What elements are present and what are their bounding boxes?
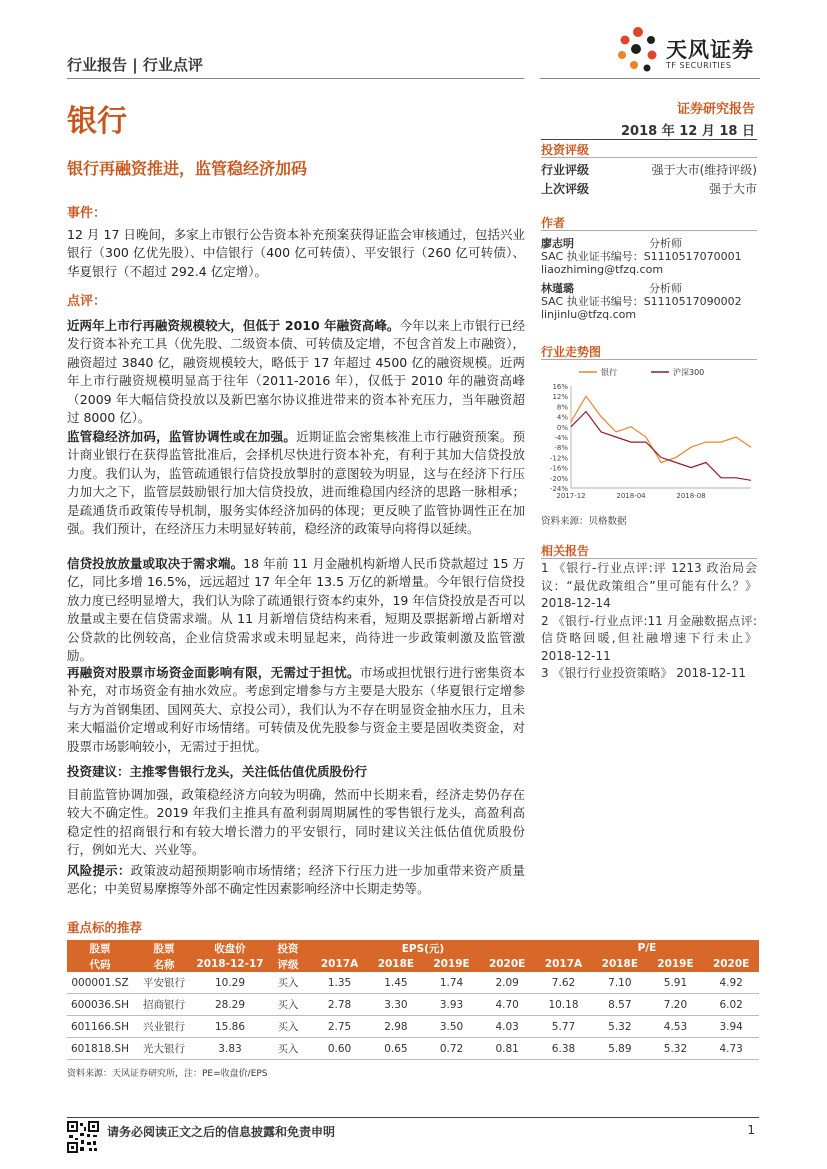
- rating-row: [541, 161, 757, 178]
- related-report-link[interactable]: 1 《银行-行业点评:评 1213 政治局会议：“最优政策组合”里可能有什么？》 2018-12-14: [541, 561, 757, 610]
- table-cell: 买入: [265, 972, 311, 994]
- table-row: [67, 1016, 759, 1038]
- paragraph-3-text: 18 年前 11 月金融机构新增人民币贷款超过 15 万亿，同比多增 16.5%，远远超过 17 年全年 13.5 万亿的新增量。今年银行信贷投放力度已经明显增大，我们认为除了疏通银行资本约束外，19 年信贷投放是否可以放量或主要在信贷需求端。从 11 月新增信贷结构来看，短期及票据新增占新增对公贷款的比例较高，企业信贷需求或未明显起来，尚待进一步政策刺激及监管激励。: [67, 556, 525, 664]
- table-header-row: [67, 956, 759, 972]
- paragraph-2-lead: 监管稳经济加码，监管协调性或在加强。: [67, 429, 297, 444]
- industry-trend-chart: [541, 364, 757, 504]
- author-email[interactable]: linjinlu@tfzq.com: [541, 308, 637, 321]
- authors-rule: [541, 230, 757, 231]
- table-row: [67, 994, 759, 1016]
- related-report-link[interactable]: 2 《银行-行业点评:11 月金融数据点评:信贷略回暖,但社融增速下行未止》 2018-12-11: [541, 613, 757, 663]
- logo-subtitle: TF SECURITIES: [666, 61, 732, 70]
- advice-title: 投资建议：主推零售银行龙头，关注低估值优质股份行: [67, 764, 368, 779]
- comment-title: 点评：: [67, 294, 107, 309]
- company-logo: [612, 22, 664, 74]
- table-cell: 000001.SZ: [67, 972, 133, 994]
- rating-label: 行业评级: [541, 163, 590, 177]
- table-cell: 5.91: [648, 972, 704, 994]
- table-cell: 3.93: [424, 994, 480, 1016]
- column-header: 2017A: [535, 956, 592, 972]
- author-name: 廖志明: [541, 237, 574, 250]
- column-header: 2020E: [479, 956, 535, 972]
- column-header: 股票: [133, 940, 195, 956]
- paragraph-1-lead: 近两年上市行再融资规模较大，但低于 2010 年融资高峰。: [67, 318, 400, 333]
- rating-row: [541, 180, 757, 197]
- table-cell: 0.72: [424, 1038, 480, 1060]
- table-cell: 3.30: [368, 994, 424, 1016]
- page-title: 银行再融资推进，监管稳经济加码: [67, 159, 308, 178]
- table-header-row: [67, 940, 759, 956]
- y-tick-label: -20%: [549, 474, 568, 483]
- table-cell: 2.09: [479, 972, 535, 994]
- paragraph-1-text: 今年以来上市银行已经发行资本补充工具（优先股、二级资本债、可转债及定增，不包含首发上市融资），融资超过 3840 亿，融资规模较大，略低于 17 年超过 4500 亿的融资规模。近两年上市行融资规模明显高于往年（2011-2016 年），仅低于 2010 年的融资高峰（2009 年大幅信贷投放以及新巴塞尔协议推进带来的资本补充压力，当年融资超过 8000 亿）。: [67, 318, 525, 426]
- paragraph-3-lead: 信贷投放放量或取决于需求端。: [67, 556, 244, 571]
- table-cell: 5.89: [592, 1038, 648, 1060]
- column-header: 名称: [133, 956, 195, 972]
- column-header: 2018E: [592, 956, 648, 972]
- author-name: 林瑾璐: [541, 282, 574, 295]
- table-cell: 3.50: [424, 1016, 480, 1038]
- y-tick-label: -4%: [554, 434, 568, 442]
- series-line-bank: [571, 396, 751, 462]
- risk-lead: 风险提示：: [67, 863, 131, 878]
- breadcrumb: 行业报告 | 行业点评: [67, 56, 203, 74]
- column-header: P/E: [535, 940, 759, 956]
- table-cell: 3.83: [195, 1038, 265, 1060]
- table-cell: 4.53: [648, 1016, 704, 1038]
- trend-section-title: 行业走势图: [541, 345, 602, 359]
- legend-label: 沪深300: [673, 368, 705, 377]
- report-date: 2018 年 12 月 18 日: [621, 124, 755, 139]
- stocks-title: 重点标的推荐: [67, 920, 143, 935]
- table-cell: 4.03: [479, 1016, 535, 1038]
- paragraph-4-lead: 再融资对股票市场资金面影响有限，无需过于担忧。: [67, 665, 360, 680]
- table-cell: 7.20: [648, 994, 704, 1016]
- table-cell: 3.94: [703, 1016, 759, 1038]
- y-tick-label: 0%: [556, 423, 568, 432]
- table-cell: 2.78: [311, 994, 368, 1016]
- x-tick-label: 2017-12: [556, 492, 586, 500]
- table-cell: 2.98: [368, 1016, 424, 1038]
- table-cell: 平安银行: [133, 972, 195, 994]
- table-cell: 0.65: [368, 1038, 424, 1060]
- column-header: 2019E: [648, 956, 704, 972]
- table-cell: 招商银行: [133, 994, 195, 1016]
- paragraph-4: [67, 664, 525, 756]
- table-cell: 4.70: [479, 994, 535, 1016]
- author-role: 分析师: [649, 282, 682, 295]
- footer-disclaimer[interactable]: 请务必阅读正文之后的信息披露和免责申明: [107, 1125, 336, 1139]
- table-cell: 601166.SH: [67, 1016, 133, 1038]
- header-divider-right: [540, 78, 760, 79]
- table-cell: 光大银行: [133, 1038, 195, 1060]
- table-cell: 8.57: [592, 994, 648, 1016]
- related-list: [541, 560, 757, 683]
- author-role: 分析师: [649, 237, 682, 250]
- related-section-title: 相关报告: [541, 544, 590, 558]
- table-cell: 1.45: [368, 972, 424, 994]
- table-cell: 6.38: [535, 1038, 592, 1060]
- table-cell: 买入: [265, 994, 311, 1016]
- x-tick-label: 2018-04: [616, 492, 646, 500]
- table-cell: 6.02: [703, 994, 759, 1016]
- series-line-csi300: [571, 412, 751, 481]
- y-tick-label: 12%: [552, 393, 568, 402]
- rating-rule: [541, 157, 757, 158]
- rating-value: 强于大市: [708, 182, 757, 196]
- paragraph-3: [67, 555, 525, 665]
- author-card: [541, 237, 757, 276]
- table-cell: 601818.SH: [67, 1038, 133, 1060]
- page-number: 1: [747, 1123, 755, 1137]
- table-cell: 1.74: [424, 972, 480, 994]
- column-header: 收盘价: [195, 940, 265, 956]
- table-cell: 28.29: [195, 994, 265, 1016]
- table-cell: 买入: [265, 1016, 311, 1038]
- table-cell: 10.18: [535, 994, 592, 1016]
- table-cell: 7.62: [535, 972, 592, 994]
- column-header: 2020E: [703, 956, 759, 972]
- rating-section-title: 投资评级: [541, 143, 590, 157]
- y-tick-label: 4%: [556, 413, 568, 422]
- table-cell: 4.92: [703, 972, 759, 994]
- event-paragraph: 12 月 17 日晚间，多家上市银行公告资本补充预案获得证监会审核通过，包括兴业银行（300 亿优先股）、中信银行（400 亿可转债）、平安银行（260 亿可转债）、华夏银行（不超过 292.4 亿定增）。: [67, 227, 525, 279]
- risk-paragraph: [67, 862, 525, 899]
- column-header: EPS(元): [311, 940, 535, 956]
- author-cert: SAC 执业证书编号：S1110517070001: [541, 250, 742, 263]
- author-cert: SAC 执业证书编号：S1110517090002: [541, 295, 742, 308]
- column-header: 2018-12-17: [196, 958, 264, 970]
- y-tick-label: -16%: [549, 464, 568, 473]
- event-title: 事件：: [67, 206, 107, 221]
- column-header: 投资: [265, 940, 311, 956]
- author-card: [541, 282, 757, 321]
- table-cell: 600036.SH: [67, 994, 133, 1016]
- related-report-link[interactable]: 3 《银行行业投资策略》 2018-12-11: [541, 666, 747, 680]
- x-tick-label: 2018-08: [676, 492, 706, 500]
- rating-value: 强于大市(维持评级): [651, 163, 757, 177]
- sector-title: 银行: [67, 104, 127, 139]
- qr-code-icon: [67, 1121, 99, 1153]
- risk-text: 政策波动超预期影响市场情绪；经济下行压力进一步加重带来资产质量恶化；中美贸易摩擦等外部不确定性因素影响经济中长期走势等。: [67, 863, 525, 897]
- footer-divider: [67, 1117, 759, 1118]
- table-cell: 5.32: [592, 1016, 648, 1038]
- paragraph-2: [67, 428, 525, 538]
- table-row: [67, 1038, 759, 1060]
- header-divider: [67, 78, 524, 79]
- column-header: 2019E: [424, 956, 480, 972]
- table-cell: 0.60: [311, 1038, 368, 1060]
- advice-paragraph: 目前监管协调加强，政策稳经济方向较为明确，然而中长期来看，经济走势仍存在较大不确定性。2019 年我们主推具有盈利弱周期属性的零售银行龙头，高盈利高稳定性的招商银行和有较大增长潜力的平安银行，同时建议关注低估值优质股份行，例如光大、兴业等。: [67, 787, 525, 858]
- table-cell: 4.73: [703, 1038, 759, 1060]
- y-tick-label: 16%: [552, 383, 568, 391]
- rating-label: 上次评级: [541, 182, 590, 196]
- table-cell: 7.10: [592, 972, 648, 994]
- related-rule: [541, 558, 757, 559]
- y-tick-label: -12%: [549, 454, 568, 463]
- report-type: 证券研究报告: [676, 102, 755, 117]
- paragraph-4-text: 市场或担忧银行进行密集资本补充，对市场资金有抽水效应。考虑到定增参与方主要是大股东（华夏银行定增参与方为首钢集团、国网英大、京投公司），我们认为不存在明显资金抽水压力，且未来大幅溢价定增或利好市场情绪。可转债及优先股参与资金主要是固收类资金，对股票市场影响较小，无需过于担忧。: [67, 665, 525, 754]
- table-cell: 兴业银行: [133, 1016, 195, 1038]
- table-cell: 买入: [265, 1038, 311, 1060]
- y-tick-label: 8%: [556, 403, 568, 412]
- column-header: 2018E: [368, 956, 424, 972]
- table-cell: 10.29: [195, 972, 265, 994]
- column-header: 股票: [67, 940, 133, 956]
- table-cell: 2.75: [311, 1016, 368, 1038]
- paragraph-2-text: 近期证监会密集核准上市行融资预案。预计商业银行在获得监管批准后，会择机尽快进行资本补充，有利于其加大信贷投放力度。我们认为，监管疏通银行信贷投放掣肘的意图较为明显，这与在经济下行压力加大之下，监管层鼓励银行加大信贷投放，进而维稳国内经济的思路一脉相承；是疏通货币政策传导机制，服务实体经济加码的体现；更反映了监管协调性正在加强。我们预计，在经济压力未明显好转前，稳经济的政策导向将得以延续。: [67, 429, 525, 537]
- author-email[interactable]: liaozhiming@tfzq.com: [541, 263, 664, 276]
- y-tick-label: -24%: [549, 485, 568, 493]
- table-source: 资料来源：天风证券研究所，注：PE=收盘价/EPS: [67, 1069, 268, 1079]
- legend-label: 银行: [601, 368, 617, 377]
- column-header: 2017A: [311, 956, 368, 972]
- rating-top-rule: [541, 139, 757, 140]
- trend-rule: [541, 359, 757, 360]
- logo-name: 天风证券: [666, 38, 754, 62]
- table-cell: 0.81: [479, 1038, 535, 1060]
- column-header: 评级: [265, 956, 311, 972]
- table-cell: 15.86: [195, 1016, 265, 1038]
- logo-petals-icon: [612, 22, 664, 74]
- table-cell: 5.32: [648, 1038, 704, 1060]
- column-header: 代码: [67, 956, 133, 972]
- table-row: [67, 972, 759, 994]
- table-cell: 5.77: [535, 1016, 592, 1038]
- table-cell: 1.35: [311, 972, 368, 994]
- y-tick-label: -8%: [554, 444, 568, 453]
- authors-section-title: 作者: [541, 216, 566, 230]
- chart-source: 资料来源：贝格数据: [541, 516, 627, 527]
- paragraph-1: [67, 317, 525, 427]
- stocks-table: [67, 940, 759, 1060]
